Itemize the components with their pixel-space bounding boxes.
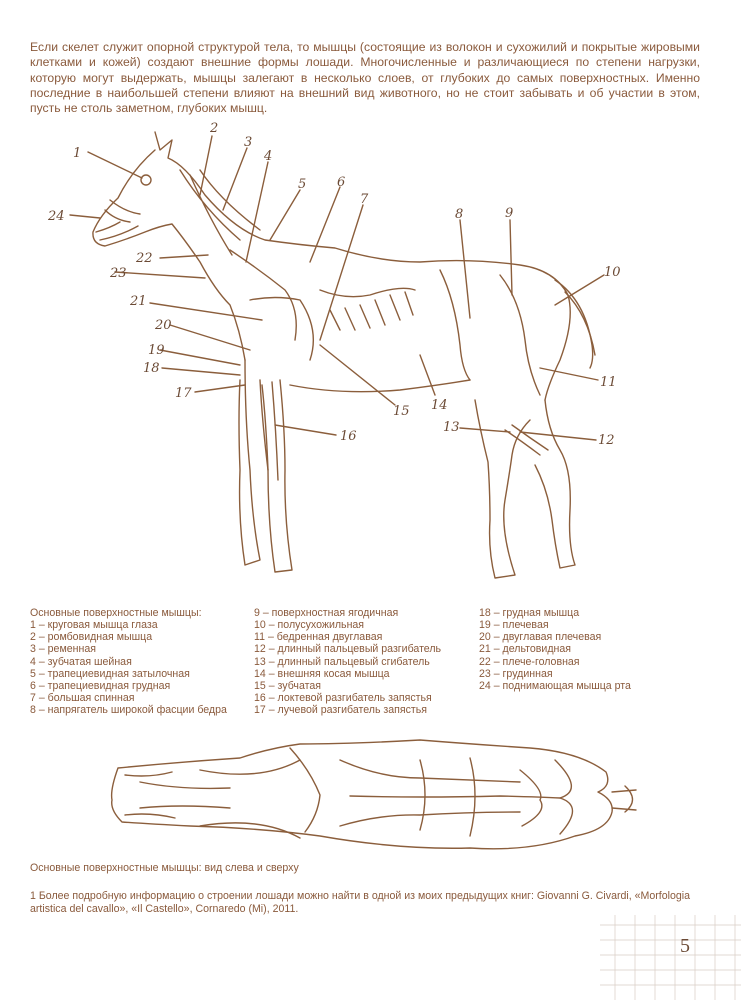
callout-3: 3 — [244, 135, 253, 150]
footnote: 1 Более подробную информацию о строении лошади можно найти в одной из моих предыдущих книг: Giovanni G. Civardi, «Morfologia artistica del cavallo», «Il Castello», Cornaredo (Mi), 2011. — [30, 890, 690, 915]
legend-item: 14 – внешняя косая мышца — [254, 667, 390, 680]
legend-item: 22 – плече-головная — [479, 655, 580, 668]
callout-19: 19 — [148, 343, 165, 358]
callout-21: 21 — [130, 294, 147, 309]
figure-caption: Основные поверхностные мышцы: вид слева и сверху — [30, 862, 299, 874]
callout-14: 14 — [431, 398, 448, 413]
legend-item: 10 – полусухожильная — [254, 619, 365, 632]
callout-16: 16 — [340, 429, 357, 444]
page-number: 5 — [680, 935, 690, 957]
callout-8: 8 — [455, 207, 464, 222]
callout-20: 20 — [155, 318, 172, 333]
legend-item: 18 – грудная мышца — [479, 607, 580, 619]
legend-item: 15 – зубчатая — [254, 679, 321, 692]
callout-17: 17 — [175, 386, 192, 401]
legend-item: 12 – длинный пальцевый разгибатель — [254, 643, 442, 656]
legend-item: 1 – круговая мышца глаза — [30, 619, 158, 632]
legend-item: 13 – длинный пальцевый сгибатель — [254, 655, 430, 668]
legend-heading: Основные поверхностные мышцы: — [30, 607, 202, 619]
legend-item: 8 – напрягатель широкой фасции бедра — [30, 704, 227, 717]
callout-9: 9 — [505, 206, 514, 221]
grid-pattern-decoration — [600, 915, 741, 1000]
legend-item: 17 – лучевой разгибатель запястья — [254, 704, 428, 717]
legend-item: 2 – ромбовидная мышца — [30, 631, 153, 644]
callout-22: 22 — [136, 251, 153, 266]
legend-item: 6 – трапециевидная грудная — [30, 679, 171, 692]
callout-13: 13 — [443, 420, 460, 435]
legend-item: 16 – локтевой разгибатель запястья — [254, 692, 432, 705]
callout-10: 10 — [604, 265, 621, 280]
legend-item: 5 – трапециевидная затылочная — [30, 667, 190, 680]
callout-5: 5 — [298, 177, 307, 192]
callout-11: 11 — [600, 375, 617, 390]
callout-4: 4 — [264, 149, 273, 164]
legend-item: 9 – поверхностная ягодичная — [254, 607, 399, 619]
callout-24: 24 — [48, 209, 65, 224]
callout-18: 18 — [143, 361, 160, 376]
legend-item: 24 – поднимающая мышца рта — [479, 679, 631, 692]
callout-2: 2 — [210, 121, 219, 136]
callout-1: 1 — [73, 146, 82, 161]
legend-item: 23 – грудинная — [479, 667, 553, 680]
legend-item: 3 – ременная — [30, 643, 96, 656]
callout-7: 7 — [360, 192, 369, 207]
legend-item: 7 – большая спинная — [30, 692, 135, 705]
callout-23: 23 — [110, 266, 127, 281]
callout-6: 6 — [337, 175, 346, 190]
legend-item: 20 – двуглавая плечевая — [479, 631, 602, 644]
legend-item: 11 – бедренная двуглавая — [254, 631, 383, 644]
callout-12: 12 — [598, 433, 615, 448]
intro-paragraph: Если скелет служит опорной структурой тела, то мышцы (состоящие из волокон и сухожилий и покрытые жировыми клетками и кожей) создают внешние формы лошади. Многочисленные и различающиеся по степени нагрузки, которую могут выдержать, мышцы залегают в несколько слоев, от глубоких до самых поверхностных. Именно последние в наибольшей степени влияют на внешний вид животного, но не стоит забывать и об участии в этом, пусть не столь заметном, глубоких мышц. — [30, 40, 700, 116]
legend-item: 19 – плечевая — [479, 619, 549, 632]
legend-item: 21 – дельтовидная — [479, 643, 571, 656]
legend-item: 4 – зубчатая шейная — [30, 655, 132, 668]
callout-15: 15 — [393, 404, 410, 419]
